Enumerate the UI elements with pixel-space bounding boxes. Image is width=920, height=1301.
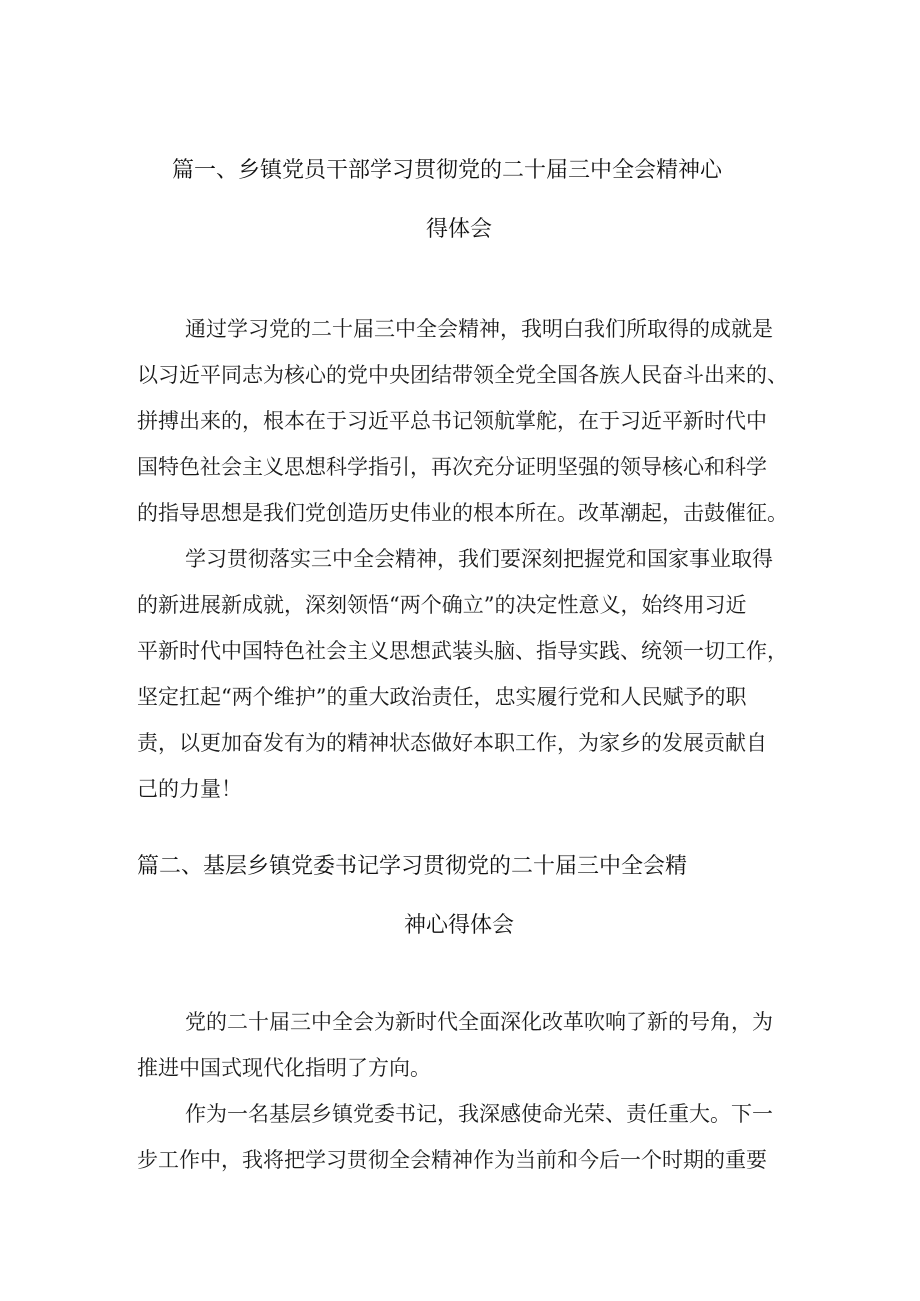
paragraph-line: 拼搏出来的，根本在于习近平总书记领航掌舵，在于习近平新时代中 xyxy=(137,409,767,433)
paragraph-line: 学习贯彻落实三中全会精神，我们要深刻把握党和国家事业取得 xyxy=(185,547,773,571)
paragraph-line: 平新时代中国特色社会主义思想武装头脑、指导实践、统领一切工作， xyxy=(137,639,788,663)
paragraph-line: 责，以更加奋发有为的精神状态做好本职工作，为家乡的发展贡献自 xyxy=(137,731,767,755)
paragraph-line: 通过学习党的二十届三中全会精神，我明白我们所取得的成就是 xyxy=(185,317,773,341)
paragraph-line: 作为一名基层乡镇党委书记，我深感使命光荣、责任重大。下一 xyxy=(185,1102,773,1126)
paragraph-line: 国特色社会主义思想科学指引，再次充分证明坚强的领导核心和科学 xyxy=(137,455,767,479)
paragraph-line: 党的二十届三中全会为新时代全面深化改革吹响了新的号角，为 xyxy=(185,1010,773,1034)
section2-title-line2: 神心得体会 xyxy=(404,913,515,938)
paragraph-line: 以习近平同志为核心的党中央团结带领全党全国各族人民奋斗出来的、 xyxy=(137,363,788,387)
paragraph-line: 的新进展新成就，深刻领悟“两个确立”的决定性意义，始终用习近 xyxy=(137,593,747,617)
paragraph-line: 的指导思想是我们党创造历史伟业的根本所在。改革潮起，击鼓催征。 xyxy=(137,501,788,525)
section2-title-line1: 篇二、基层乡镇党委书记学习贯彻党的二十届三中全会精 xyxy=(137,854,688,879)
paragraph-line: 步工作中，我将把学习贯彻全会精神作为当前和今后一个时期的重要 xyxy=(137,1148,767,1172)
section1-title-line1: 篇一、乡镇党员干部学习贯彻党的二十届三中全会精神心 xyxy=(172,158,723,183)
section1-title-line2: 得体会 xyxy=(426,217,493,242)
paragraph-line: 坚定扛起“两个维护”的重大政治责任，忠实履行党和人民赋予的职 xyxy=(137,685,747,709)
paragraph-line: 推进中国式现代化指明了方向。 xyxy=(137,1056,431,1080)
paragraph-line: 己的力量！ xyxy=(137,777,242,801)
